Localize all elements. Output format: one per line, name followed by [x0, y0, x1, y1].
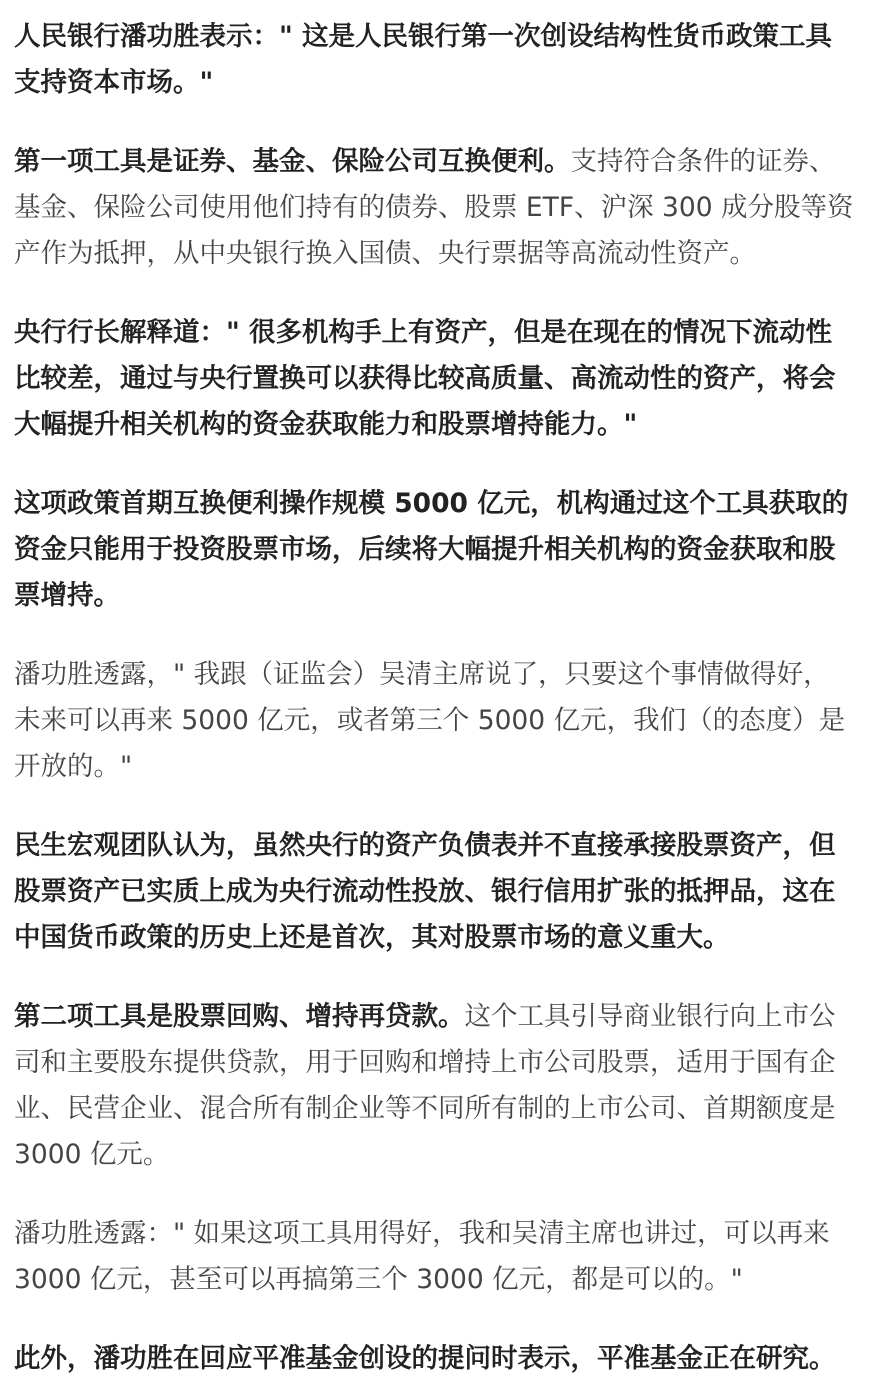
- paragraph-second-tool: [14, 994, 854, 1178]
- first-tool-description: 支持符合条件的证券、基金、保险公司使用他们持有的债券、股票 ETF、沪深 300 成分股等资产作为抵押，从中央银行换入国债、央行票据等高流动性资产。: [14, 146, 854, 269]
- paragraph-governor-quote: 央行行长解释道：" 很多机构手上有资产，但是在现在的情况下流动性比较差，通过与央行置换可以获得比较高质量、高流动性的资产，将会大幅提升相关机构的资金获取能力和股票增持能力。": [14, 317, 836, 440]
- second-tool-description: 这个工具引导商业银行向上市公司和主要股东提供贷款，用于回购和增持上市公司股票，适用于国有企业、民营企业、混合所有制企业等不同所有制的上市公司、首期额度是 3000 亿元。: [14, 1001, 836, 1170]
- paragraph-first-tool: [14, 139, 854, 277]
- second-tool-heading: 第二项工具是股票回购、增持再贷款。: [14, 1001, 465, 1032]
- paragraph-minsheng-view: 民生宏观团队认为，虽然央行的资产负债表并不直接承接股票资产，但股票资产已实质上成为央行流动性投放、银行信用扩张的抵押品，这在中国货币政策的历史上还是首次，其对股票市场的意义重大。: [14, 830, 836, 953]
- paragraph-policy-scale: 这项政策首期互换便利操作规模 5000 亿元，机构通过这个工具获取的资金只能用于投资股票市场，后续将大幅提升相关机构的资金获取和股票增持。: [14, 488, 849, 611]
- paragraph-statement: 人民银行潘功胜表示：" 这是人民银行第一次创设结构性货币政策工具支持资本市场。": [14, 21, 833, 98]
- paragraph-stabilization-fund: 此外，潘功胜在回应平准基金创设的提问时表示，平准基金正在研究。: [14, 1343, 836, 1374]
- paragraph-pan-reveal-1: 潘功胜透露，" 我跟（证监会）吴清主席说了，只要这个事情做得好，未来可以再来 5000 亿元，或者第三个 5000 亿元，我们（的态度）是开放的。": [14, 659, 846, 782]
- paragraph-pan-reveal-2: 潘功胜透露：" 如果这项工具用得好，我和吴清主席也讲过，可以再来 3000 亿元，甚至可以再搞第三个 3000 亿元，都是可以的。": [14, 1218, 830, 1295]
- first-tool-heading: 第一项工具是证券、基金、保险公司互换便利。: [14, 146, 571, 177]
